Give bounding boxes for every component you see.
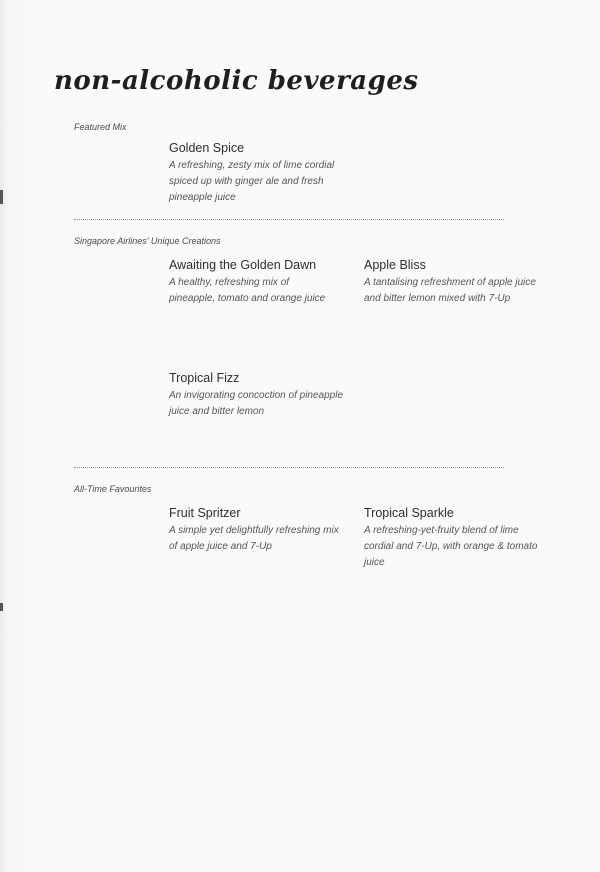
section-divider [74, 219, 504, 220]
item-name: Tropical Sparkle [364, 506, 454, 520]
section-divider [74, 467, 504, 468]
item-name: Tropical Fizz [169, 371, 240, 385]
item-name: Apple Bliss [364, 258, 426, 272]
item-description: An invigorating concoction of pineapple juice and bitter lemon [169, 390, 344, 417]
item-description: A refreshing, zesty mix of lime cordial spiced up with ginger ale and fresh pineapple juice [169, 160, 335, 203]
item-name: Awaiting the Golden Dawn [169, 258, 317, 272]
item-description: A simple yet delightfully refreshing mix of apple juice and 7-Up [169, 525, 339, 552]
menu-item-tropical-fizz [169, 370, 359, 420]
section-label-featured-mix: Featured Mix [74, 122, 127, 132]
menu-item-golden-spice [169, 140, 359, 206]
page-title: non-alcoholic beverages [54, 66, 419, 96]
item-name: Fruit Spritzer [169, 506, 241, 520]
item-description: A refreshing-yet-fruity blend of lime cordial and 7-Up, with orange & tomato juice [364, 525, 538, 568]
item-description: A healthy, refreshing mix of pineapple, tomato and orange juice [169, 277, 326, 304]
item-name: Golden Spice [169, 141, 245, 155]
section-label-unique-creations: Singapore Airlines' Unique Creations [74, 236, 221, 246]
menu-item-awaiting-the-golden-dawn [169, 257, 359, 307]
menu-item-fruit-spritzer [169, 505, 359, 555]
item-description: A tantalising refreshment of apple juice and bitter lemon mixed with 7-Up [364, 277, 536, 304]
menu-item-apple-bliss [364, 257, 554, 307]
page-edge-mark [0, 190, 3, 204]
menu-item-tropical-sparkle [364, 505, 554, 571]
section-label-all-time-favourites: All-Time Favourites [74, 484, 152, 494]
page-edge-mark [0, 603, 3, 611]
